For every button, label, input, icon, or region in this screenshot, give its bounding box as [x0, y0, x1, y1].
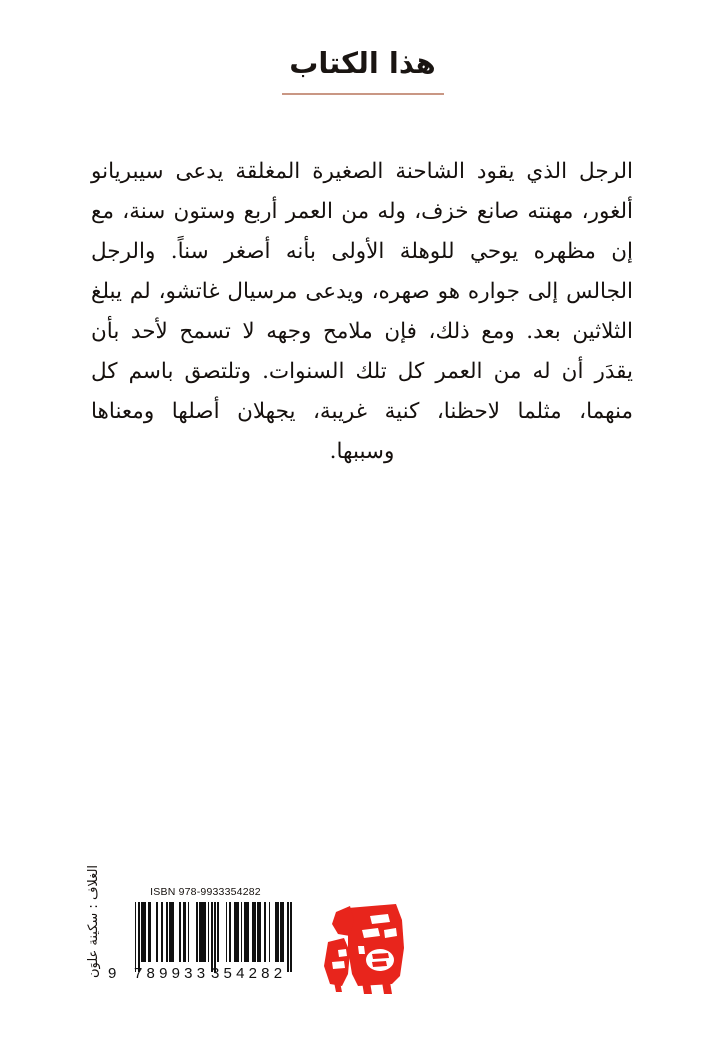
- barcode-bar: [150, 902, 152, 962]
- barcode-bar: [156, 902, 158, 962]
- barcode-bar: [138, 902, 140, 972]
- barcode-bar: [287, 902, 289, 972]
- barcode-bar: [237, 902, 239, 962]
- barcode-bar: [254, 902, 256, 962]
- title-underline-rule: [282, 93, 444, 95]
- barcode-digits: [108, 965, 293, 982]
- barcode-bar: [277, 902, 279, 962]
- barcode-bar: [264, 902, 266, 962]
- barcode-bar: [196, 902, 198, 962]
- barcode-bar: [135, 902, 137, 972]
- barcode-area: [108, 886, 293, 982]
- barcode-bar: [247, 902, 249, 962]
- barcode-bar: [282, 902, 284, 962]
- barcode-bar: [211, 902, 213, 972]
- barcode-lead-digit: 9: [108, 965, 117, 982]
- barcode-left-group: 789933: [134, 965, 210, 982]
- cover-credit-text: الغلاف : سكينة علوَن: [86, 864, 102, 979]
- barcode-bar: [188, 902, 190, 962]
- barcode-bars: [118, 902, 293, 974]
- back-cover-blurb: الرجل الذي يقود الشاحنة الصغيرة المغلقة يدعى سيبريانو ألغور، مهنته صانع خزف، وله من العمر أربع وستون سنة، مع إن مظهره يوحي للوهلة الأولى بأنه أصغر سناً. والرجل الجالس إلى جواره هو صهره، ويدعى مرسيال غاتشو، لم يبلغ الثلاثين بعد. ومع ذلك، فإن ملامح وجهه لا تسمح لأحد بأن يقدَر أن له من العمر كل تلك السنوات. وتلتصق باسم كل منهما، مثلما لاحظنا، كنية غريبة، يجهلان أصلها ومعناها وسببها.: [91, 159, 633, 464]
- barcode-bar: [290, 902, 292, 972]
- barcode-right-group: 354282: [211, 965, 287, 982]
- cover-credit: [80, 846, 108, 1016]
- publisher-emblem-icon: [318, 890, 414, 995]
- barcode-bar: [269, 902, 271, 962]
- barcode-bar: [241, 902, 243, 962]
- page-title: هذا الكتاب: [289, 46, 436, 80]
- barcode-bar: [214, 902, 216, 972]
- isbn-label: ISBN 978-9933354282: [150, 886, 261, 898]
- barcode-bar: [179, 902, 181, 962]
- barcode-bar: [259, 902, 261, 962]
- barcode-bar: [217, 902, 219, 962]
- barcode-bar: [145, 902, 147, 962]
- barcode-bar: [161, 902, 163, 962]
- barcode-bar: [184, 902, 186, 962]
- barcode-bar: [226, 902, 228, 962]
- barcode-bar: [173, 902, 175, 962]
- barcode-bar: [204, 902, 206, 962]
- barcode-bar: [166, 902, 168, 962]
- barcode-bar: [229, 902, 231, 962]
- title-block: [0, 48, 725, 95]
- barcode-bar: [208, 902, 210, 962]
